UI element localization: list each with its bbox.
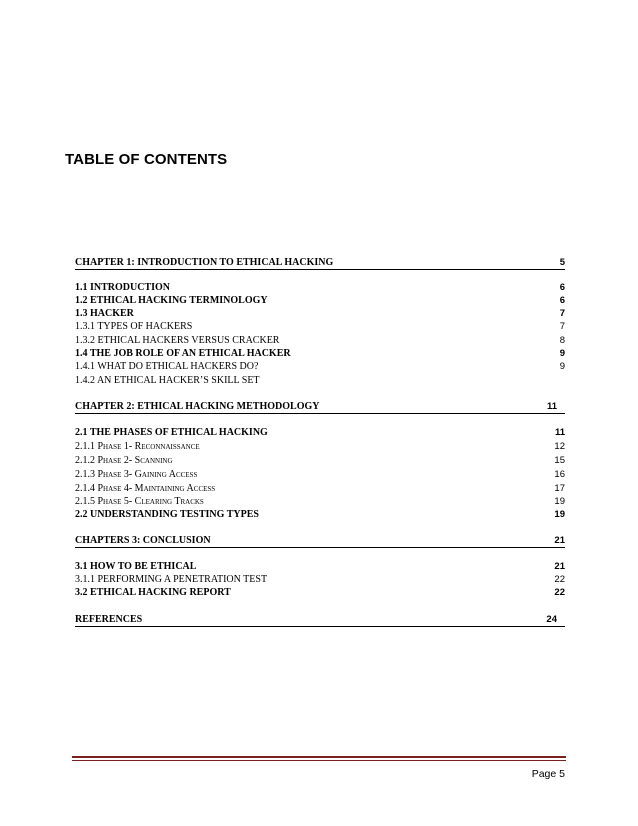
toc-entry-page: 21 (554, 535, 565, 546)
toc-entry-page: 24 (546, 614, 557, 625)
toc-entry-page: 6 (559, 282, 565, 293)
toc-entry-page: 19 (554, 509, 565, 520)
toc-entry-2-1-2[interactable] (75, 454, 565, 467)
toc-entry-label: 2.1.1 Phase 1- Reconnaissance (75, 441, 200, 452)
toc-entry-page: 5 (559, 257, 565, 268)
toc-entry-2-1-5[interactable] (75, 495, 565, 508)
toc-entry-label: 1.4.1 WHAT DO ETHICAL HACKERS DO? (75, 361, 259, 372)
toc-entry-chapter-1[interactable] (75, 256, 565, 270)
toc-entry-page: 6 (559, 295, 565, 306)
toc-entry-chapter-2[interactable] (75, 400, 565, 414)
toc-entry-2-1-4[interactable] (75, 482, 565, 495)
toc-entry-1-4-1[interactable] (75, 360, 565, 373)
toc-entry-1-4-2[interactable] (75, 374, 565, 387)
page-number: Page 5 (531, 768, 565, 780)
toc-entry-1-2[interactable] (75, 294, 565, 307)
toc-entry-label: CHAPTER 2: ETHICAL HACKING METHODOLOGY (75, 401, 320, 412)
toc-entry-label: 3.1 HOW TO BE ETHICAL (75, 561, 197, 572)
footer-divider-thin (72, 760, 566, 761)
toc-entry-label: CHAPTERS 3: CONCLUSION (75, 535, 211, 546)
toc-entry-references[interactable] (75, 613, 565, 627)
toc-entry-3-2[interactable] (75, 586, 565, 599)
toc-entry-3-1[interactable] (75, 560, 565, 573)
toc-entry-label: 1.3.2 ETHICAL HACKERS VERSUS CRACKER (75, 335, 280, 346)
toc-entry-page: 11 (554, 427, 565, 438)
toc-entry-label: 1.2 ETHICAL HACKING TERMINOLOGY (75, 295, 268, 306)
toc-entry-1-3-1[interactable] (75, 320, 565, 333)
toc-entry-page: 21 (554, 561, 565, 572)
toc-entry-2-2[interactable] (75, 508, 565, 521)
toc-entry-label: 2.1 THE PHASES OF ETHICAL HACKING (75, 427, 268, 438)
toc-entry-1-3-2[interactable] (75, 334, 565, 347)
toc-entry-page: 22 (554, 574, 565, 585)
toc-entry-label: 3.2 ETHICAL HACKING REPORT (75, 587, 231, 598)
toc-entry-2-1[interactable] (75, 426, 565, 439)
toc-entry-2-1-3[interactable] (75, 468, 565, 481)
toc-entry-label: 2.1.3 Phase 3- Gaining Access (75, 469, 198, 480)
toc-entry-page: 7 (559, 308, 565, 319)
toc-entry-1-1[interactable] (75, 281, 565, 294)
toc-entry-page: 9 (559, 348, 565, 359)
toc-entry-1-3[interactable] (75, 307, 565, 320)
toc-entry-3-1-1[interactable] (75, 573, 565, 586)
toc-entry-label: 2.1.4 Phase 4- Maintaining Access (75, 483, 216, 494)
toc-entry-chapter-3[interactable] (75, 534, 565, 548)
toc-entry-label: 1.3.1 TYPES OF HACKERS (75, 321, 193, 332)
toc-entry-label: 1.1 INTRODUCTION (75, 282, 171, 293)
toc-entry-label: 2.1.5 Phase 5- Clearing Tracks (75, 496, 204, 507)
toc-entry-label: 2.2 UNDERSTANDING TESTING TYPES (75, 509, 259, 520)
toc-entry-page: 19 (554, 496, 565, 507)
toc-entry-page: 11 (546, 401, 557, 412)
toc-entry-page: 17 (554, 483, 565, 494)
toc-entry-page: 7 (559, 321, 565, 332)
toc-entry-label: 2.1.2 Phase 2- Scanning (75, 455, 173, 466)
toc-entry-label: 1.4.2 AN ETHICAL HACKER’S SKILL SET (75, 375, 260, 386)
toc-entry-label: CHAPTER 1: INTRODUCTION TO ETHICAL HACKING (75, 257, 334, 268)
toc-entry-page: 22 (554, 587, 565, 598)
toc-entry-label: 1.4 THE JOB ROLE OF AN ETHICAL HACKER (75, 348, 291, 359)
toc-entry-page: 15 (554, 455, 565, 466)
toc-entry-page: 12 (554, 441, 565, 452)
toc-entry-1-4[interactable] (75, 347, 565, 360)
toc-entry-page: 9 (559, 361, 565, 372)
footer-divider (72, 756, 566, 758)
toc-entry-label: 1.3 HACKER (75, 308, 134, 319)
toc-entry-label: REFERENCES (75, 614, 143, 625)
document-title: TABLE OF CONTENTS (65, 151, 228, 168)
toc-entry-label: 3.1.1 PERFORMING A PENETRATION TEST (75, 574, 268, 585)
toc-entry-page: 8 (559, 335, 565, 346)
toc-entry-2-1-1[interactable] (75, 440, 565, 453)
toc-entry-page: 16 (554, 469, 565, 480)
